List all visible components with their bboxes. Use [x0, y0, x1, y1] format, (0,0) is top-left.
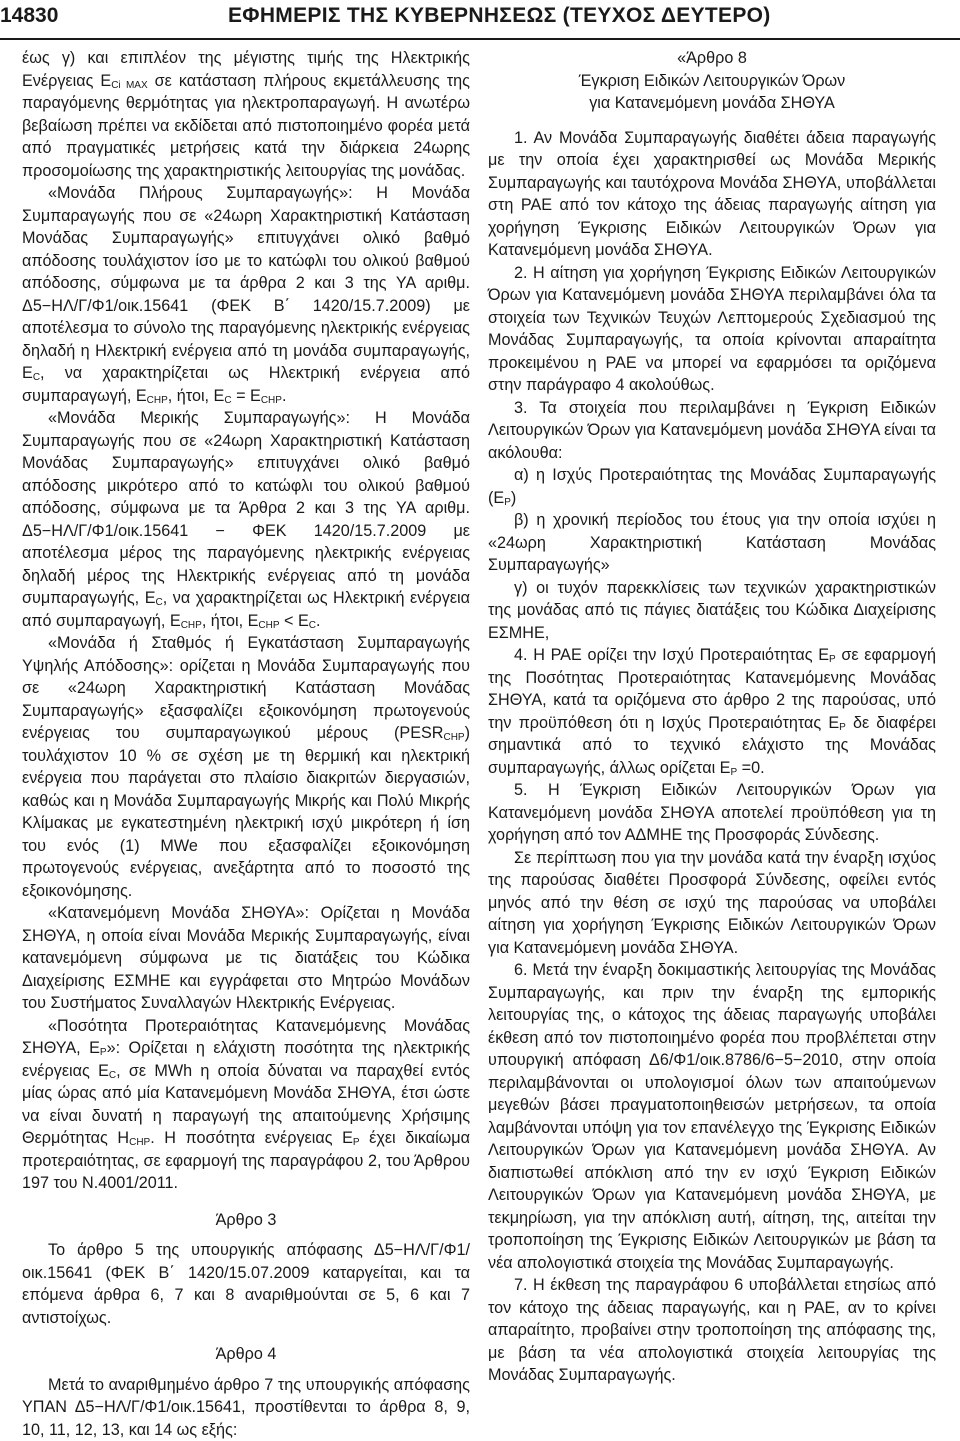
paragraph-1: 1. Αν Μονάδα Συμπαραγωγής διαθέτει άδεια παραγωγής με την οποία έχει χαρακτηρισθεί ως Μονάδα Μερικής Συμπαραγωγής και ταυτόχρονα Μονάδα ΣΗΘΥΑ, υποβάλλεται στη ΡΑΕ από τον κάτοχο της άδειας παραγωγής αίτηση για χορήγηση Έγκρισης Ειδικών Λειτουργικών Όρων για Κατανεμόμενη μονάδα ΣΗΘΥΑ. [488, 127, 936, 262]
page-header [0, 0, 960, 40]
paragraph-3: 3. Τα στοιχεία που περιλαμβάνει η Έγκριση Ειδικών Λειτουργικών Όρων για Κατανεμόμενη μονάδα ΣΗΘΥΑ είναι τα ακόλουθα: [488, 397, 936, 465]
article-8-heading: «Άρθρο 8 [488, 47, 936, 70]
paragraph-full-cogeneration-unit: «Μονάδα Πλήρους Συμπαραγωγής»: Η Μονάδα Συμπαραγωγής που σε «24ωρη Χαρακτηριστική Κατάσταση Μονάδας Συμπαραγωγής» επιτυγχάνει ολικό βαθμό απόδοσης τουλάχιστον ίσο με το κατώφλι του ολικού βαθμού απόδοσης, σύμφωνα με τα άρθρα 2 και 3 της ΥΑ αριθμ. Δ5−ΗΛ/Γ/Φ1/οικ.15641 (ΦΕΚ Β΄ 1420/15.7.2009) με αποτέλεσμα το σύνολο της παραγόμενης ηλεκτρικής ενέργειας δηλαδή η Ηλεκτρική ενέργεια από τη μονάδα συμπαραγωγής, $E_C$, να χαρακτηρίζεται ως Ηλεκτρική ενέργεια από συμπαραγωγή, $E_{CHP}$, ήτοι, $E_C = E_{CHP}$. [22, 182, 470, 407]
paragraph-partial-cogeneration-unit: «Μονάδα Μερικής Συμπαραγωγής»: Η Μονάδα Συμπαραγωγής που σε «24ωρη Χαρακτηριστική Κατάσταση Μονάδας Συμπαραγωγής» επιτυγχάνει ολικό βαθμό απόδοσης μικρότερο από το κατώφλι του ολικού βαθμού απόδοσης, σύμφωνα με τα Άρθρα 2 και 3 της ΥΑ αριθμ. Δ5−ΗΛ/Γ/Φ1/οικ.15641 − ΦΕΚ 1420/15.7.2009 με αποτέλεσμα μέρος της παραγόμενης ηλεκτρικής ενέργειας δηλαδή μέρος της Ηλεκτρικής ενέργειας από τη μονάδα συμπαραγωγής, $E_C$, να χαρακτηρίζεται ως Ηλεκτρική ενέργεια από συμπαραγωγή, $E_{CHP}$, ήτοι, $E_{CHP} < E_C$. [22, 407, 470, 632]
left-column [22, 47, 470, 1441]
page-number: 14830 [0, 2, 58, 30]
gazette-title: ΕΦΗΜΕΡΙΣ ΤΗΣ ΚΥΒΕΡΝΗΣΕΩΣ (ΤΕΥΧΟΣ ΔΕΥΤΕΡΟ) [228, 2, 771, 30]
article-3-heading: Άρθρο 3 [22, 1209, 470, 1232]
paragraph-7: 7. Η έκθεση της παραγράφου 6 υποβάλλεται ετησίως από τον κάτοχο της άδειας παραγωγής, και η ΡΑΕ, αν το κρίνει απαραίτητο, προβαίνει στην τροποποίηση της απόφασης της, με βάση τα νέα απολογιστικά στοιχεία λειτουργίας της Μονάδας Συμπαραγωγής. [488, 1274, 936, 1387]
item-b: β) η χρονική περίοδος του έτους για την οποία ισχύει η «24ωρη Χαρακτηριστική Κατάσταση Μονάδας Συμπαραγωγής» [488, 509, 936, 577]
article-8-title-line-1: Έγκριση Ειδικών Λειτουργικών Όρων [488, 70, 936, 93]
article-8-title-line-2: για Κατανεμόμενη μονάδα ΣΗΘΥΑ [488, 92, 936, 115]
item-c: γ) οι τυχόν παρεκκλίσεις των τεχνικών χαρακτηριστικών της μονάδας από τις πάγιες διατάξεις του Κώδικα Διαχείρισης ΕΣΜΗΕ, [488, 577, 936, 645]
paragraph-continuation: έως γ) και επιπλέον της μέγιστης τιμής της Ηλεκτρικής Ενέργειας $E_{Ci MAX}$ σε κατάσταση πλήρους εκμετάλλευσης της παραγόμενης θερμότητας για ηλεκτροπαραγωγή. Η ανωτέρω βεβαίωση πρέπει να εκδίδεται από πιστοποιημένο φορέα μετά από πραγματικές μετρήσεις κατά την διάρκεια 24ωρης προσομοίωσης της χαρακτηριστικής λειτουργίας της μονάδας. [22, 47, 470, 182]
paragraph-4: 4. Η ΡΑΕ ορίζει την Ισχύ Προτεραιότητας $E_P$ σε εφαρμογή της Ποσότητας Προτεραιότητας Κατανεμόμενης Μονάδας ΣΗΘΥΑ, κατά τα οριζόμενα στο άρθρο 2 της παρούσας, υπό την προϋπόθεση ότι η Ισχύς Προτεραιότητας $E_P$ δε διαφέρει σημαντικά από το τεχνικό ελάχιστο της Μονάδας συμπαραγωγής, άλλως ορίζεται $E_P =0$. [488, 644, 936, 779]
paragraph-priority-quantity: «Ποσότητα Προτεραιότητας Κατανεμόμενης Μονάδας ΣΗΘΥΑ, $E_P$»: Ορίζεται η ελάχιστη ποσότητα της ηλεκτρικής ενέργειας $E_C$, σε MWh η οποία δύναται να παραχθεί εντός μίας ώρας από μία Κατανεμόμενη Μονάδα ΣΗΘΥΑ, έτσι ώστε να είναι δυνατή η παραγωγή της απαιτούμενης Χρήσιμης Θερμότητας $H_{CHP}$. Η ποσότητα ενέργειας $E_P$ έχει δικαίωμα προτεραιότητας, σε εφαρμογή της παραγράφου 2, του Άρθρου 197 του Ν.4001/2011. [22, 1015, 470, 1195]
article-3-text: Το άρθρο 5 της υπουργικής απόφασης Δ5−ΗΛ/Γ/Φ1/οικ.15641 (ΦΕΚ Β΄ 1420/15.07.2009 καταργείται, και τα επόμενα άρθρα 6, 7 και 8 αναριθμούνται σε 5, 6 και 7 αντιστοίχως. [22, 1239, 470, 1329]
article-4-heading: Άρθρο 4 [22, 1343, 470, 1366]
article-4-text: Μετά το αναριθμημένο άρθρο 7 της υπουργικής απόφασης ΥΠΑΝ Δ5−ΗΛ/Γ/Φ1/οικ.15641, προστίθενται το άρθρα 8, 9, 10, 11, 12, 13, και 14 ως εξής: [22, 1374, 470, 1441]
item-a: α) η Ισχύς Προτεραιότητας της Μονάδας Συμπαραγωγής $(E_P)$ [488, 464, 936, 509]
paragraph-5: 5. Η Έγκριση Ειδικών Λειτουργικών Όρων για Κατανεμόμενη μονάδα ΣΗΘΥΑ αποτελεί προϋπόθεση για τη χορήγηση από τον ΑΔΜΗΕ της Προσφοράς Σύνδεσης. [488, 779, 936, 847]
paragraph-6: 6. Μετά την έναρξη δοκιμαστικής λειτουργίας της Μονάδας Συμπαραγωγής, και πριν την έναρξη της εμπορικής λειτουργίας της, ο κάτοχος της άδειας παραγωγής υποβάλει έκθεση από τον πιστοποιημένο φορέα που προβλέπεται στην υπουργική απόφαση Δ6/Φ1/οικ.8786/6−5−2010, στην οποία περιλαμβάνονται οι υπολογισμοί όλων των απαιτούμενων μεγεθών βάσει πραγματοποιηθεισών μετρήσεων, τα οποία λαμβάνονται υπόψη για τον επανέλεγχο της Έγκρισης Ειδικών Λειτουργικών Όρων για Κατανεμόμενη μονάδα ΣΗΘΥΑ. Αν διαπιστωθεί απόκλιση από την εν ισχύ Έγκριση Ειδικών Λειτουργικών Όρων για Κατανεμόμενη μονάδα ΣΗΘΥΑ, με τεκμηρίωση, για την απόκλιση αυτή, αίτηση, της, αιτείται την τροποποίηση της Έγκρισης Ειδικών Λειτουργικών με βάση τα νέα απολογιστικά στοιχεία της Μονάδας Συμπαραγωγής. [488, 959, 936, 1274]
right-column [488, 47, 936, 1387]
paragraph-2: 2. Η αίτηση για χορήγηση Έγκρισης Ειδικών Λειτουργικών Όρων για Κατανεμόμενη μονάδα ΣΗΘΥΑ περιλαμβάνει όλα τα στοιχεία των Τεχνικών Τευχών Λεπτομερούς Σχεδιασμού της Μονάδας Συμπαραγωγής, τα οποία κρίνονται απαραίτητα προκειμένου η ΡΑΕ να μπορεί να εφαρμόσει τα οριζόμενα στην παράγραφο 4 ακολούθως. [488, 262, 936, 397]
paragraph-dispatchable-unit: «Κατανεμόμενη Μονάδα ΣΗΘΥΑ»: Ορίζεται η Μονάδα ΣΗΘΥΑ, η οποία είναι Μονάδα Μερικής Συμπαραγωγής, είναι κατανεμόμενη σύμφωνα με τις διατάξεις του Κώδικα Διαχείρισης ΕΣΜΗΕ και εγγράφεται στο Μητρώο Μονάδων του Συστήματος Συναλλαγών Ηλεκτρικής Ενέργειας. [22, 902, 470, 1015]
paragraph-high-efficiency-unit: «Μονάδα ή Σταθμός ή Εγκατάσταση Συμπαραγωγής Υψηλής Απόδοσης»: ορίζεται η Μονάδα Συμπαραγωγής που σε «24ωρη Χαρακτηριστική Κατάσταση Μονάδας Συμπαραγωγής» εξασφαλίζει εξοικονόμηση πρωτογενούς ενέργειας του συμπαραγωγικού μέρους $(PESR_{CHP})$ τουλάχιστον 10 % σε σχέση με τη θερμική και ηλεκτρική ενέργεια που παράγεται στο πλαίσιο διακριτών διεργασιών, καθώς και η Μονάδα Συμπαραγωγής Μικρής και Πολύ Μικρής Κλίμακας με εγκατεστημένη ηλεκτρική ισχύ μικρότερη ή ίση του ενός (1) MWe που εξασφαλίζει εξοικονόμηση πρωτογενούς ενέργειας, ανεξάρτητα από το ποσοστό της εξοικονόμησης. [22, 632, 470, 902]
paragraph-5-continued: Σε περίπτωση που για την μονάδα κατά την έναρξη ισχύος της παρούσας διαθέτει Προσφορά Σύνδεσης, οφείλει εντός μηνός από την θέση σε ισχύ της παρούσας να υποβάλει αίτηση για χορήγηση Έγκρισης Ειδικών Λειτουργικών Όρων για Κατανεμόμενη μονάδα ΣΗΘΥΑ. [488, 847, 936, 960]
